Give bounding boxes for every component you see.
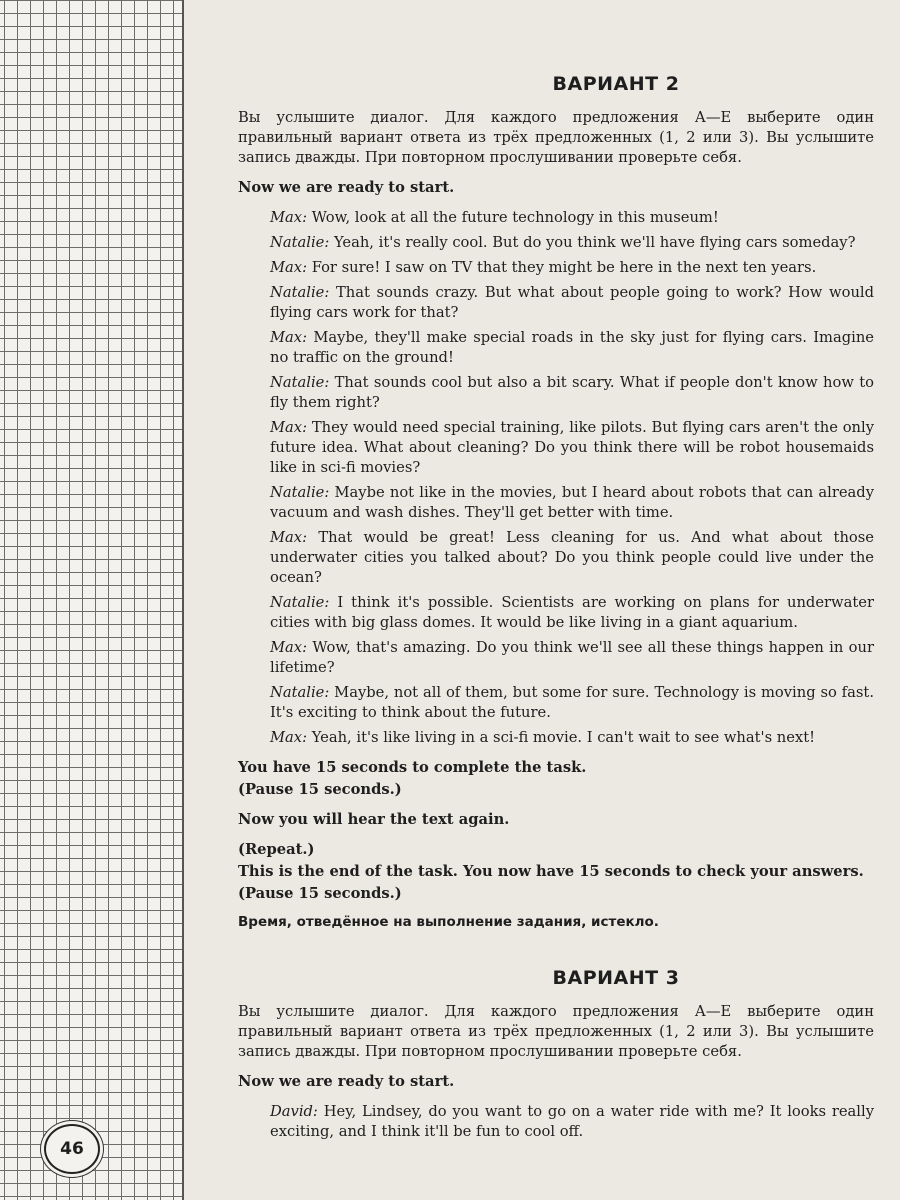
dialogue-text: For sure! I saw on TV that they might be here in the next ten years. bbox=[311, 259, 817, 276]
dialogue-line bbox=[270, 528, 874, 588]
variant-3-instruction: Вы услышите диалог. Для каждого предложения А—Е выберите один правильный вариант ответа из трёх предложенных (1, 2 или 3). Вы услышите запись дважды. При повторном прослушивании проверьте себя. bbox=[238, 1003, 874, 1060]
speaker-name: Natalie: bbox=[270, 284, 330, 301]
dialogue-text: Wow, look at all the future technology in this museum! bbox=[311, 209, 719, 226]
dialogue-text: They would need special training, like pilots. But flying cars aren't the only future idea. What about cleaning? Do you think there will be robot housemaids like in sci-fi movies? bbox=[270, 419, 874, 476]
pause-text-2: (Pause 15 seconds.) bbox=[238, 885, 402, 902]
dialogue-line bbox=[270, 258, 874, 278]
page-number: 46 bbox=[44, 1124, 100, 1174]
dialogue-line bbox=[270, 328, 874, 368]
variant-3-dialogue bbox=[238, 1102, 874, 1142]
hear-again-text: Now you will hear the text again. bbox=[238, 811, 510, 828]
variant-3-heading: ВАРИАНТ 3 bbox=[552, 967, 680, 989]
dialogue-line bbox=[270, 373, 874, 413]
speaker-name: Max: bbox=[270, 639, 308, 656]
dialogue-text: Maybe not like in the movies, but I heard about robots that can already vacuum and wash dishes. They'll get better with time. bbox=[270, 484, 874, 521]
speaker-name: Max: bbox=[270, 259, 308, 276]
dialogue-line bbox=[270, 1102, 874, 1142]
speaker-name: Max: bbox=[270, 209, 308, 226]
dialogue-line bbox=[270, 283, 874, 323]
end-task-text: This is the end of the task. You now have 15 seconds to check your answers. bbox=[238, 863, 864, 880]
speaker-name: Max: bbox=[270, 529, 308, 546]
variant-2-heading: ВАРИАНТ 2 bbox=[552, 73, 680, 95]
dialogue-line bbox=[270, 728, 874, 748]
dialogue-text: Maybe, they'll make special roads in the sky just for flying cars. Imagine no traffic on the ground! bbox=[270, 329, 874, 366]
time-up-text: Время, отведённое на выполнение задания, истекло. bbox=[238, 914, 659, 930]
speaker-name: Natalie: bbox=[270, 684, 330, 701]
dialogue-line bbox=[270, 638, 874, 678]
pause-text-1: (Pause 15 seconds.) bbox=[238, 781, 402, 798]
variant-3-start: Now we are ready to start. bbox=[238, 1073, 455, 1090]
dialogue-text: Hey, Lindsey, do you want to go on a water ride with me? It looks really exciting, and I think it'll be fun to cool off. bbox=[270, 1103, 874, 1140]
repeat-text: (Repeat.) bbox=[238, 841, 315, 858]
variant-2-start: Now we are ready to start. bbox=[238, 179, 455, 196]
dialogue-text: That would be great! Less cleaning for us. And what about those underwater cities you talked about? Do you think people could live under the ocean? bbox=[270, 529, 874, 586]
dialogue-line bbox=[270, 208, 874, 228]
dialogue-line bbox=[270, 233, 874, 253]
page-content bbox=[238, 74, 874, 1147]
speaker-name: Max: bbox=[270, 729, 308, 746]
speaker-name: Natalie: bbox=[270, 234, 330, 251]
complete-task-text: You have 15 seconds to complete the task. bbox=[238, 759, 587, 776]
dialogue-line bbox=[270, 418, 874, 478]
speaker-name: Max: bbox=[270, 329, 308, 346]
grid-margin bbox=[0, 0, 184, 1200]
variant-2-instruction: Вы услышите диалог. Для каждого предложения А—Е выберите один правильный вариант ответа из трёх предложенных (1, 2 или 3). Вы услышите запись дважды. При повторном прослушивании проверьте себя. bbox=[238, 109, 874, 166]
dialogue-line bbox=[270, 483, 874, 523]
dialogue-line bbox=[270, 683, 874, 723]
dialogue-text: Maybe, not all of them, but some for sure. Technology is moving so fast. It's exciting to think about the future. bbox=[270, 684, 874, 721]
dialogue-text: That sounds crazy. But what about people going to work? How would flying cars work for that? bbox=[270, 284, 875, 321]
speaker-name: Max: bbox=[270, 419, 308, 436]
speaker-name: Natalie: bbox=[270, 374, 330, 391]
speaker-name: David: bbox=[270, 1103, 318, 1120]
speaker-name: Natalie: bbox=[270, 594, 330, 611]
dialogue-text: Yeah, it's really cool. But do you think we'll have flying cars someday? bbox=[333, 234, 856, 251]
dialogue-text: Yeah, it's like living in a sci-fi movie. I can't wait to see what's next! bbox=[311, 729, 816, 746]
variant-2-dialogue bbox=[238, 208, 874, 748]
speaker-name: Natalie: bbox=[270, 484, 330, 501]
dialogue-text: I think it's possible. Scientists are working on plans for underwater cities with big glass domes. It would be like living in a giant aquarium. bbox=[270, 594, 874, 631]
dialogue-line bbox=[270, 593, 874, 633]
dialogue-text: Wow, that's amazing. Do you think we'll see all these things happen in our lifetime? bbox=[270, 639, 874, 676]
dialogue-text: That sounds cool but also a bit scary. What if people don't know how to fly them right? bbox=[270, 374, 874, 411]
